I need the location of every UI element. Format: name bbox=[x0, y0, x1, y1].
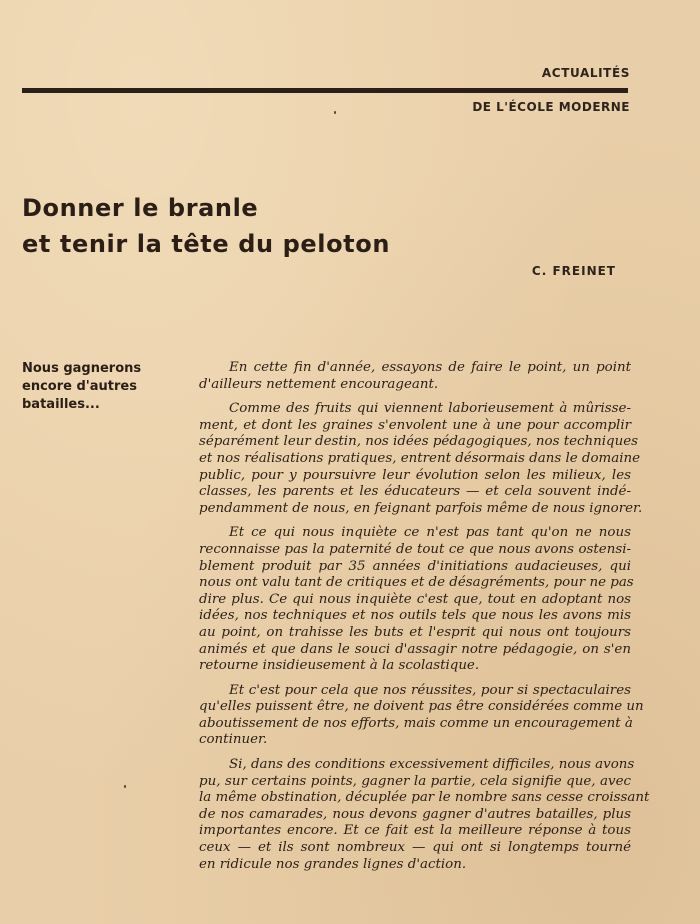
body-line: En cette fin d'année, essayons de faire le point, un point bbox=[229, 360, 631, 375]
header-rule bbox=[22, 88, 628, 93]
body-line: Et ce qui nous inquiète ce n'est pas tant qu'on ne nous bbox=[229, 525, 631, 541]
author-byline: C. FREINET bbox=[531, 264, 616, 278]
body-line: animés et que dans le souci d'assagir notre pédagogie, on s'en bbox=[199, 641, 631, 657]
body-line: qu'elles puissent être, ne doivent pas être considérées comme un bbox=[199, 699, 644, 715]
body-line: ceux — et ils sont nombreux — qui ont si longtemps tourné bbox=[199, 840, 631, 856]
article-body bbox=[199, 360, 650, 881]
body-line: pu, sur certains points, gagner la partie, cela signifie que, avec bbox=[199, 773, 631, 789]
sidebar-line: encore d'autres bbox=[22, 379, 137, 394]
body-paragraph bbox=[199, 525, 634, 674]
paper-speck bbox=[334, 111, 336, 114]
sidebar-line: Nous gagnerons bbox=[22, 361, 142, 376]
body-line: public, pour y poursuivre leur évolution selon les milieux, les bbox=[199, 467, 631, 483]
body-line: au point, on trahisse les buts et l'esprit qui nous ont toujours bbox=[199, 624, 631, 640]
body-paragraph bbox=[199, 682, 644, 749]
body-line: séparément leur destin, nos idées pédagogiques, nos techniques bbox=[199, 434, 639, 450]
body-line: de nos camarades, nous devons gagner d'autres batailles, plus bbox=[199, 806, 631, 822]
body-line: idées, nos techniques et nos outils tels que nous les avons mis bbox=[199, 608, 631, 624]
body-line: ment, et dont les graines s'envolent une à une pour accomplir bbox=[199, 417, 631, 433]
section-kicker: ACTUALITÉS bbox=[541, 66, 630, 80]
body-line: dire plus. Ce qui nous inquiète c'est que, tout en adoptant nos bbox=[199, 591, 631, 607]
paper-speck bbox=[124, 785, 126, 788]
body-line: blement produit par 35 années d'initiations audacieuses, qui bbox=[199, 558, 631, 574]
body-line: Comme des fruits qui viennent laborieusement à mûrisse- bbox=[229, 401, 631, 417]
body-paragraph bbox=[199, 401, 643, 517]
body-line: importantes encore. Et ce fait est la meilleure réponse à tous bbox=[199, 823, 631, 839]
body-paragraph bbox=[199, 757, 650, 873]
body-line: la même obstination, décuplée par le nombre sans cesse croissant bbox=[199, 790, 650, 806]
sidebar-line: batailles... bbox=[22, 397, 100, 412]
sidebar-heading bbox=[22, 360, 182, 414]
body-paragraph bbox=[199, 360, 631, 393]
body-line: pendamment de nous, en feignant parfois même de nous ignorer. bbox=[199, 500, 643, 516]
body-line: retourne insidieusement à la scolastique. bbox=[199, 658, 480, 674]
article-title bbox=[22, 190, 390, 262]
body-line: en ridicule nos grandes lignes d'action. bbox=[199, 856, 467, 872]
body-line: et nos réalisations pratiques, entrent désormais dans le domaine bbox=[199, 450, 641, 466]
body-line: nous ont valu tant de critiques et de désagréments, pour ne pas bbox=[199, 575, 634, 591]
body-line: Si, dans des conditions excessivement difficiles, nous avons bbox=[229, 757, 635, 773]
body-line: continuer. bbox=[199, 732, 268, 748]
body-line: d'ailleurs nettement encourageant. bbox=[199, 376, 439, 392]
title-line: et tenir la tête du peloton bbox=[22, 230, 391, 258]
body-line: classes, les parents et les éducateurs — et cela souvent indé- bbox=[199, 484, 631, 500]
body-line: aboutissement de nos efforts, mais comme un encouragement à bbox=[199, 715, 633, 731]
body-line: reconnaisse pas la paternité de tout ce que nous avons ostensi- bbox=[199, 541, 631, 557]
section-name: DE L'ÉCOLE MODERNE bbox=[472, 100, 630, 114]
title-line: Donner le branle bbox=[22, 194, 259, 222]
body-line: Et c'est pour cela que nos réussites, pour si spectaculaires bbox=[229, 682, 631, 698]
